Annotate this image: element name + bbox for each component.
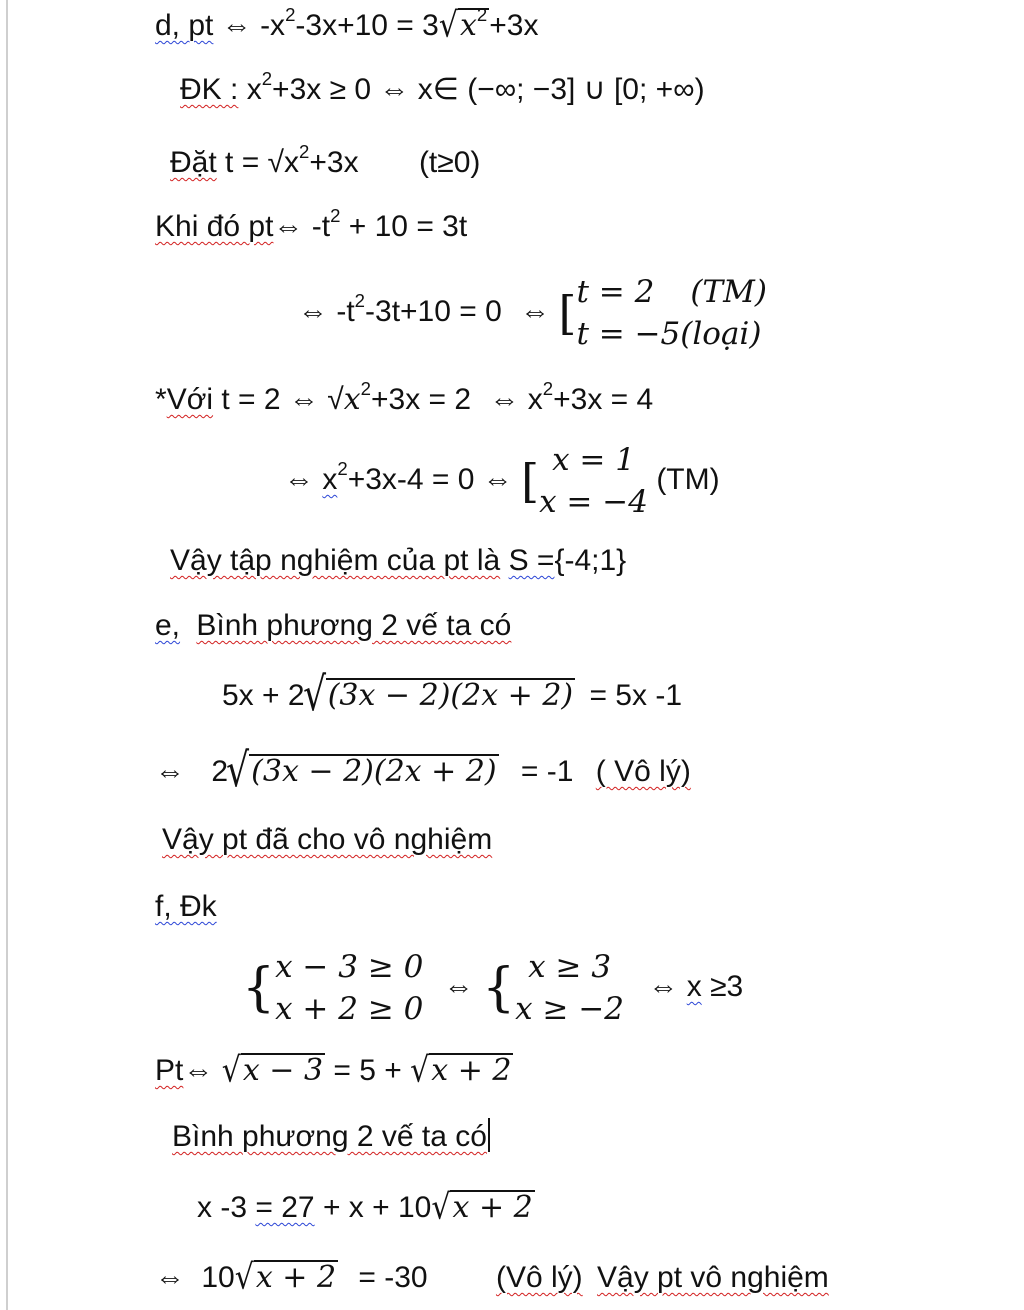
sqrt-expression: √(3x − 2)(2x + 2) bbox=[305, 676, 576, 716]
sqrt-expression: √(3x − 2)(2x + 2) bbox=[228, 752, 499, 792]
page-left-edge bbox=[6, 0, 8, 1310]
t-solution-bracket: [ t = 2 (TM) t = −5(loại) bbox=[558, 274, 767, 353]
x-solution-bracket: [ x = 1 x = −4 bbox=[521, 442, 648, 521]
dk-label: ĐK : bbox=[180, 73, 239, 106]
part-f-intro-line: Bình phương 2 vế ta có bbox=[172, 1117, 490, 1157]
sqrt-expression: √x + 2 bbox=[235, 1258, 338, 1298]
radical-sign-icon: √ bbox=[438, 5, 458, 46]
part-d-conclusion: Vậy tập nghiệm của pt là S ={-4;1} bbox=[170, 544, 627, 577]
part-f-heading-line bbox=[155, 887, 217, 927]
quadratic-t-line: ⇔ $-t^2-3t+10 = 0$ ⇔ [ t = 2 (TM) t = −5(loại) bbox=[298, 270, 767, 355]
system-2: { x ≥ 3 x ≥ −2 bbox=[482, 949, 625, 1028]
part-f-system-line: { x − 3 ≥ 0 x + 2 ≥ 0 ⇔ { x ≥ 3 x ≥ −2 ⇔ x ≥3 bbox=[242, 942, 743, 1032]
part-e-contradiction-line: ⇔ 2√(3x − 2)(2x + 2) = -1 ( Vô lý) bbox=[155, 752, 691, 792]
curly-brace-icon: { bbox=[482, 958, 516, 1019]
radical-sign-icon: √ bbox=[226, 744, 250, 799]
substitution-condition: (t≥0) bbox=[418, 146, 481, 179]
part-d-equation-line: d, pt ⇔ $-x^2-3x+10 = 3√x^2+3x$ bbox=[155, 6, 538, 46]
part-e-heading: e, bbox=[155, 609, 181, 642]
radical-sign-icon: √ bbox=[221, 1050, 241, 1091]
part-f-squared-line: x -3 = 27 + x + 10√x + 2 bbox=[197, 1188, 535, 1228]
square-bracket-icon: [ bbox=[521, 454, 540, 509]
substitution-line: Đặt $t = √x^2+3x$ (t≥0) bbox=[170, 141, 481, 179]
part-d-heading: d, pt bbox=[155, 9, 214, 42]
square-bracket-icon: [ bbox=[558, 286, 577, 341]
part-f-heading: f, Đk bbox=[155, 890, 217, 923]
part-f-contradiction-line: ⇔ 10√x + 2 = -30 (Vô lý) Vậy pt vô nghiệm bbox=[155, 1258, 829, 1298]
part-e-intro-line: e, Bình phương 2 vế ta có bbox=[155, 609, 512, 642]
sqrt-expression: $√x^2$ bbox=[439, 6, 489, 46]
system-1: { x − 3 ≥ 0 x + 2 ≥ 0 bbox=[242, 949, 424, 1028]
quadratic-x-line: ⇔ $x^2+3x-4 = 0$ ⇔ [ x = 1 x = −4 (TM) bbox=[284, 438, 720, 523]
sqrt-expression: √x + 2 bbox=[431, 1188, 534, 1228]
radical-sign-icon: √ bbox=[410, 1050, 430, 1091]
sqrt-expression: √x + 2 bbox=[410, 1051, 513, 1091]
text-cursor bbox=[488, 1118, 490, 1152]
domain-expression: x∈ (−∞; −3] ∪ [0; +∞) bbox=[417, 73, 705, 106]
case-t2-line: *Với t = 2 ⇔ $√x^2+3x = 2$ ⇔ $x^2+3x = 4$ bbox=[155, 378, 654, 417]
radical-sign-icon: √ bbox=[302, 668, 326, 723]
khi-do-line: Khi đó pt⇔ $-t^2 + 10 = 3t$ bbox=[155, 205, 468, 243]
condition-line: ĐK : $x^2+3x \ge 0$ ⇔ x∈ (−∞; −3] ∪ [0; +∞) bbox=[180, 68, 705, 106]
radical-sign-icon: √ bbox=[431, 1187, 451, 1228]
curly-brace-icon: { bbox=[242, 958, 276, 1019]
equivalence-arrow: ⇔ bbox=[221, 9, 252, 42]
part-f-conclusion: Vậy pt vô nghiệm bbox=[597, 1261, 829, 1294]
part-e-conclusion: Vậy pt đã cho vô nghiệm bbox=[162, 823, 493, 856]
part-e-squared-line: 5x + 2√(3x − 2)(2x + 2) = 5x -1 bbox=[222, 676, 682, 716]
radical-sign-icon: √ bbox=[234, 1257, 254, 1298]
sqrt-expression: √x − 3 bbox=[222, 1051, 325, 1091]
part-f-equation-line: Pt⇔ √x − 3 = 5 + √x + 2 bbox=[155, 1051, 513, 1091]
